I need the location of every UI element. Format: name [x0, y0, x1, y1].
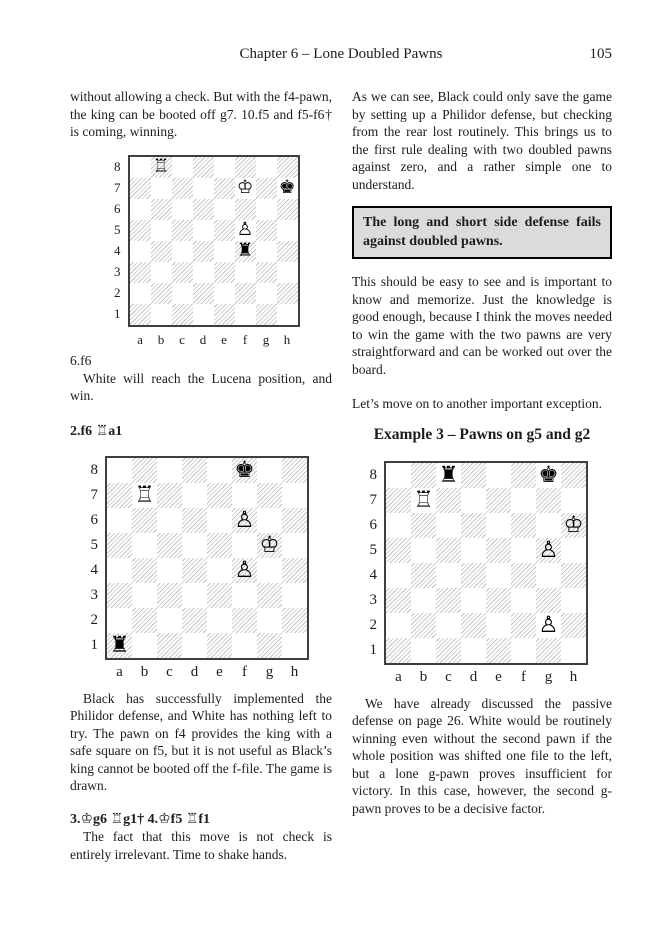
square-d7: [182, 483, 207, 508]
file-label-g: g: [265, 664, 274, 680]
square-h6: [561, 513, 586, 538]
square-g6: [257, 508, 282, 533]
square-d8: [193, 157, 214, 178]
square-f2: [511, 613, 536, 638]
file-label-g: g: [262, 331, 270, 347]
square-c7: [172, 178, 193, 199]
square-b1: [132, 633, 157, 658]
square-g4: [257, 558, 282, 583]
square-c6: [157, 508, 182, 533]
black-rook-icon: ♜: [109, 632, 130, 659]
file-labels: [130, 327, 300, 349]
square-g7: [536, 488, 561, 513]
rule-box: [352, 206, 612, 259]
paragraph-exception: Let’s move on to another important exception.: [352, 396, 603, 411]
square-d8: [182, 458, 207, 483]
square-g3: [257, 583, 282, 608]
square-f6: [511, 513, 536, 538]
file-labels: [107, 660, 309, 682]
rank-label-8: 8: [114, 159, 121, 175]
square-c4: [436, 563, 461, 588]
rank-label-5: 5: [369, 541, 377, 558]
square-b8: [151, 157, 172, 178]
square-e5: [486, 538, 511, 563]
square-f1: [232, 633, 257, 658]
square-d6: [193, 199, 214, 220]
square-f4: [232, 558, 257, 583]
file-labels: [386, 665, 588, 687]
file-label-b: b: [157, 331, 165, 347]
square-d1: [182, 633, 207, 658]
square-f2: [235, 283, 256, 304]
square-a5: [130, 220, 151, 241]
square-g8: [257, 458, 282, 483]
square-c6: [172, 199, 193, 220]
file-label-f: f: [242, 664, 247, 680]
square-f5: [232, 533, 257, 558]
square-h7: [277, 178, 298, 199]
paragraph-passive: We have already discussed the passive defense on page 26. White would be routinely winning even without the second pawn if the whole position was shifted one file to the left, but a lone g-pawn proves insufficient for victory. In this case, however, the second g-pawn proves to be a decisive factor.: [352, 695, 612, 816]
rank-label-8: 8: [90, 461, 98, 478]
rank-label-6: 6: [114, 201, 121, 217]
paragraph-lucena: White will reach the Lucena position, and win.: [70, 370, 332, 403]
file-label-a: a: [137, 331, 143, 347]
rank-label-6: 6: [90, 511, 98, 528]
square-c1: [157, 633, 182, 658]
file-label-e: e: [216, 664, 223, 680]
square-a3: [130, 262, 151, 283]
square-g2: [256, 283, 277, 304]
chess-diagram-3: [359, 461, 588, 687]
square-f7: [511, 488, 536, 513]
square-h1: [282, 633, 307, 658]
square-d3: [182, 583, 207, 608]
square-a7: [107, 483, 132, 508]
square-b2: [151, 283, 172, 304]
square-e8: [214, 157, 235, 178]
rank-label-3: 3: [369, 591, 377, 608]
square-e6: [486, 513, 511, 538]
white-rook-icon: ♖: [413, 487, 434, 514]
square-c4: [172, 241, 193, 262]
square-b3: [132, 583, 157, 608]
square-e4: [486, 563, 511, 588]
square-a2: [107, 608, 132, 633]
square-a5: [107, 533, 132, 558]
square-g7: [257, 483, 282, 508]
square-h8: [561, 463, 586, 488]
square-d5: [182, 533, 207, 558]
square-e1: [214, 304, 235, 325]
square-h1: [561, 638, 586, 663]
square-g1: [256, 304, 277, 325]
left-column: [70, 88, 332, 863]
square-g4: [536, 563, 561, 588]
rank-label-1: 1: [369, 641, 377, 658]
square-d2: [193, 283, 214, 304]
square-g2: [536, 613, 561, 638]
square-e6: [214, 199, 235, 220]
rank-label-2: 2: [90, 611, 98, 628]
square-g8: [536, 463, 561, 488]
square-e5: [207, 533, 232, 558]
black-king-icon: ♚: [278, 176, 296, 198]
square-h5: [277, 220, 298, 241]
square-c7: [436, 488, 461, 513]
square-c8: [172, 157, 193, 178]
square-h5: [561, 538, 586, 563]
square-a4: [386, 563, 411, 588]
paragraph-philidor-save: As we can see, Black could only save the game by setting up a Philidor defense, but checking from the rear lost routinely. This brings us to the first rule dealing with two doubled pawns against zero, and a rather simple one to understand.: [352, 89, 612, 192]
square-c2: [436, 613, 461, 638]
square-f5: [511, 538, 536, 563]
square-f8: [511, 463, 536, 488]
square-d5: [193, 220, 214, 241]
square-f6: [232, 508, 257, 533]
square-b5: [151, 220, 172, 241]
file-label-e: e: [495, 669, 502, 685]
square-b4: [151, 241, 172, 262]
square-f5: [235, 220, 256, 241]
rank-label-1: 1: [114, 306, 121, 322]
square-a3: [107, 583, 132, 608]
square-a2: [386, 613, 411, 638]
white-pawn-icon: ♙: [236, 218, 254, 240]
square-e2: [214, 283, 235, 304]
square-d6: [461, 513, 486, 538]
white-pawn-icon: ♙: [234, 507, 255, 534]
square-e7: [207, 483, 232, 508]
square-g1: [257, 633, 282, 658]
square-f3: [232, 583, 257, 608]
square-a8: [130, 157, 151, 178]
square-h4: [282, 558, 307, 583]
white-king-icon: ♔: [563, 512, 584, 539]
rank-label-3: 3: [114, 264, 121, 280]
square-h2: [282, 608, 307, 633]
square-a8: [386, 463, 411, 488]
rank-label-7: 7: [114, 180, 121, 196]
rank-labels: [80, 456, 105, 658]
square-e1: [486, 638, 511, 663]
square-b2: [411, 613, 436, 638]
square-c1: [172, 304, 193, 325]
square-h7: [282, 483, 307, 508]
paragraph-intro: without allowing a check. But with the f4-pawn, the king can be booted off g7. 10.f5 and f5-f6† is coming, winning.: [70, 89, 332, 139]
white-pawn-icon: ♙: [538, 537, 559, 564]
square-h6: [277, 199, 298, 220]
file-label-a: a: [116, 664, 123, 680]
square-d7: [193, 178, 214, 199]
square-h3: [282, 583, 307, 608]
file-label-c: c: [179, 331, 185, 347]
square-h3: [561, 588, 586, 613]
rank-label-8: 8: [369, 466, 377, 483]
square-h5: [282, 533, 307, 558]
rank-label-5: 5: [114, 222, 121, 238]
rank-label-7: 7: [369, 491, 377, 508]
square-h7: [561, 488, 586, 513]
file-label-b: b: [140, 664, 149, 680]
square-h6: [282, 508, 307, 533]
white-king-icon: ♔: [236, 176, 254, 198]
square-b8: [132, 458, 157, 483]
square-b1: [151, 304, 172, 325]
black-king-icon: ♚: [234, 457, 255, 484]
square-d3: [461, 588, 486, 613]
square-a3: [386, 588, 411, 613]
rank-label-4: 4: [90, 561, 98, 578]
square-d8: [461, 463, 486, 488]
square-b5: [411, 538, 436, 563]
black-king-icon: ♚: [538, 462, 559, 489]
square-g5: [536, 538, 561, 563]
rank-label-6: 6: [369, 516, 377, 533]
board-grid: [128, 155, 300, 327]
rank-label-7: 7: [90, 486, 98, 503]
square-d2: [182, 608, 207, 633]
square-e4: [207, 558, 232, 583]
square-b7: [132, 483, 157, 508]
board-grid: [384, 461, 588, 665]
square-a6: [386, 513, 411, 538]
square-f6: [235, 199, 256, 220]
move-line-2f6: 2.f6 ♖a1: [70, 423, 123, 439]
square-f8: [232, 458, 257, 483]
square-a1: [386, 638, 411, 663]
square-c2: [157, 608, 182, 633]
file-label-e: e: [221, 331, 227, 347]
square-h2: [561, 613, 586, 638]
square-f4: [511, 563, 536, 588]
square-c5: [157, 533, 182, 558]
square-f7: [235, 178, 256, 199]
running-header: [70, 46, 612, 63]
square-f3: [511, 588, 536, 613]
square-c8: [157, 458, 182, 483]
square-e3: [486, 588, 511, 613]
rank-labels: [103, 155, 128, 325]
square-b6: [411, 513, 436, 538]
board-grid: [105, 456, 309, 660]
square-a7: [130, 178, 151, 199]
rank-label-4: 4: [369, 566, 377, 583]
square-b4: [411, 563, 436, 588]
square-c7: [157, 483, 182, 508]
square-f7: [232, 483, 257, 508]
square-g7: [256, 178, 277, 199]
square-d6: [182, 508, 207, 533]
square-g6: [256, 199, 277, 220]
square-d7: [461, 488, 486, 513]
square-d3: [193, 262, 214, 283]
white-pawn-icon: ♙: [234, 557, 255, 584]
rank-label-5: 5: [90, 536, 98, 553]
square-a6: [130, 199, 151, 220]
square-e2: [486, 613, 511, 638]
square-e1: [207, 633, 232, 658]
rank-label-4: 4: [114, 243, 121, 259]
square-f3: [235, 262, 256, 283]
square-a8: [107, 458, 132, 483]
square-b3: [151, 262, 172, 283]
chess-diagram-2: [80, 456, 309, 682]
square-g8: [256, 157, 277, 178]
file-label-g: g: [544, 669, 553, 685]
file-label-c: c: [445, 669, 452, 685]
file-label-d: d: [190, 664, 199, 680]
square-d4: [182, 558, 207, 583]
square-f1: [235, 304, 256, 325]
rank-label-2: 2: [114, 285, 121, 301]
file-label-h: h: [290, 664, 299, 680]
file-label-d: d: [469, 669, 478, 685]
square-a7: [386, 488, 411, 513]
square-g5: [256, 220, 277, 241]
square-h4: [277, 241, 298, 262]
white-king-icon: ♔: [259, 532, 280, 559]
square-e2: [207, 608, 232, 633]
square-a1: [130, 304, 151, 325]
square-a5: [386, 538, 411, 563]
square-e5: [214, 220, 235, 241]
square-c2: [172, 283, 193, 304]
square-g3: [536, 588, 561, 613]
square-c3: [436, 588, 461, 613]
white-rook-icon: ♖: [152, 155, 170, 177]
square-b6: [132, 508, 157, 533]
square-h4: [561, 563, 586, 588]
square-b3: [411, 588, 436, 613]
white-pawn-icon: ♙: [538, 612, 559, 639]
example-heading: Example 3 – Pawns on g5 and g2: [373, 425, 591, 443]
move-line-3kg6: 3.♔g6 ♖g1† 4.♔f5 ♖f1: [70, 811, 211, 827]
square-b5: [132, 533, 157, 558]
square-b1: [411, 638, 436, 663]
square-a2: [130, 283, 151, 304]
square-e3: [207, 583, 232, 608]
square-a4: [130, 241, 151, 262]
square-e4: [214, 241, 235, 262]
square-d2: [461, 613, 486, 638]
square-a1: [107, 633, 132, 658]
square-g4: [256, 241, 277, 262]
white-rook-icon: ♖: [134, 482, 155, 509]
square-h2: [277, 283, 298, 304]
square-f4: [235, 241, 256, 262]
page-number: 105: [589, 46, 612, 62]
square-h1: [277, 304, 298, 325]
rank-label-1: 1: [90, 636, 98, 653]
square-b2: [132, 608, 157, 633]
square-e6: [207, 508, 232, 533]
file-label-b: b: [419, 669, 428, 685]
square-c4: [157, 558, 182, 583]
square-h3: [277, 262, 298, 283]
rule-box-text: The long and short side defense fails against doubled pawns.: [363, 215, 601, 249]
square-g6: [536, 513, 561, 538]
square-d1: [461, 638, 486, 663]
square-h8: [282, 458, 307, 483]
square-c5: [172, 220, 193, 241]
square-c3: [172, 262, 193, 283]
square-e7: [214, 178, 235, 199]
rank-label-3: 3: [90, 586, 98, 603]
chapter-title: Chapter 6 – Lone Doubled Pawns: [239, 46, 443, 62]
square-f1: [511, 638, 536, 663]
square-g2: [257, 608, 282, 633]
square-d1: [193, 304, 214, 325]
square-b7: [411, 488, 436, 513]
rank-labels: [359, 461, 384, 663]
square-b6: [151, 199, 172, 220]
right-column: [352, 88, 612, 817]
square-g1: [536, 638, 561, 663]
file-label-c: c: [166, 664, 173, 680]
square-c3: [157, 583, 182, 608]
square-h8: [277, 157, 298, 178]
file-label-d: d: [199, 331, 207, 347]
square-g3: [256, 262, 277, 283]
rank-label-2: 2: [369, 616, 377, 633]
paragraph-irrelevant: The fact that this move is not check is entirely irrelevant. Time to shake hands.: [70, 829, 332, 862]
file-label-f: f: [242, 331, 248, 347]
file-label-h: h: [569, 669, 578, 685]
square-e8: [486, 463, 511, 488]
paragraph-easy: This should be easy to see and is important to know and memorize. Just the knowledge is good enough, because I think the moves needed to win the game with the two pawns are very straightforward and can be worked out over the board.: [352, 274, 612, 377]
square-b4: [132, 558, 157, 583]
square-e8: [207, 458, 232, 483]
square-d5: [461, 538, 486, 563]
square-d4: [461, 563, 486, 588]
file-label-h: h: [283, 331, 291, 347]
square-b7: [151, 178, 172, 199]
square-a6: [107, 508, 132, 533]
square-e3: [214, 262, 235, 283]
paragraph-philidor: Black has successfully implemented the Philidor defense, and White has nothing left to try. The pawn on f4 provides the king with a safe square on f5, but it is not useful as Black’s king cannot be booted off the f-file. The game is drawn.: [70, 690, 332, 793]
square-a4: [107, 558, 132, 583]
move-line-6f6: 6.f6: [70, 353, 92, 368]
square-c6: [436, 513, 461, 538]
square-e7: [486, 488, 511, 513]
file-label-f: f: [521, 669, 526, 685]
square-f2: [232, 608, 257, 633]
square-d4: [193, 241, 214, 262]
black-rook-icon: ♜: [438, 462, 459, 489]
chess-diagram-1: [103, 155, 300, 349]
square-g5: [257, 533, 282, 558]
file-label-a: a: [395, 669, 402, 685]
square-b8: [411, 463, 436, 488]
square-c8: [436, 463, 461, 488]
square-f8: [235, 157, 256, 178]
square-c1: [436, 638, 461, 663]
square-c5: [436, 538, 461, 563]
black-rook-icon: ♜: [236, 239, 254, 261]
